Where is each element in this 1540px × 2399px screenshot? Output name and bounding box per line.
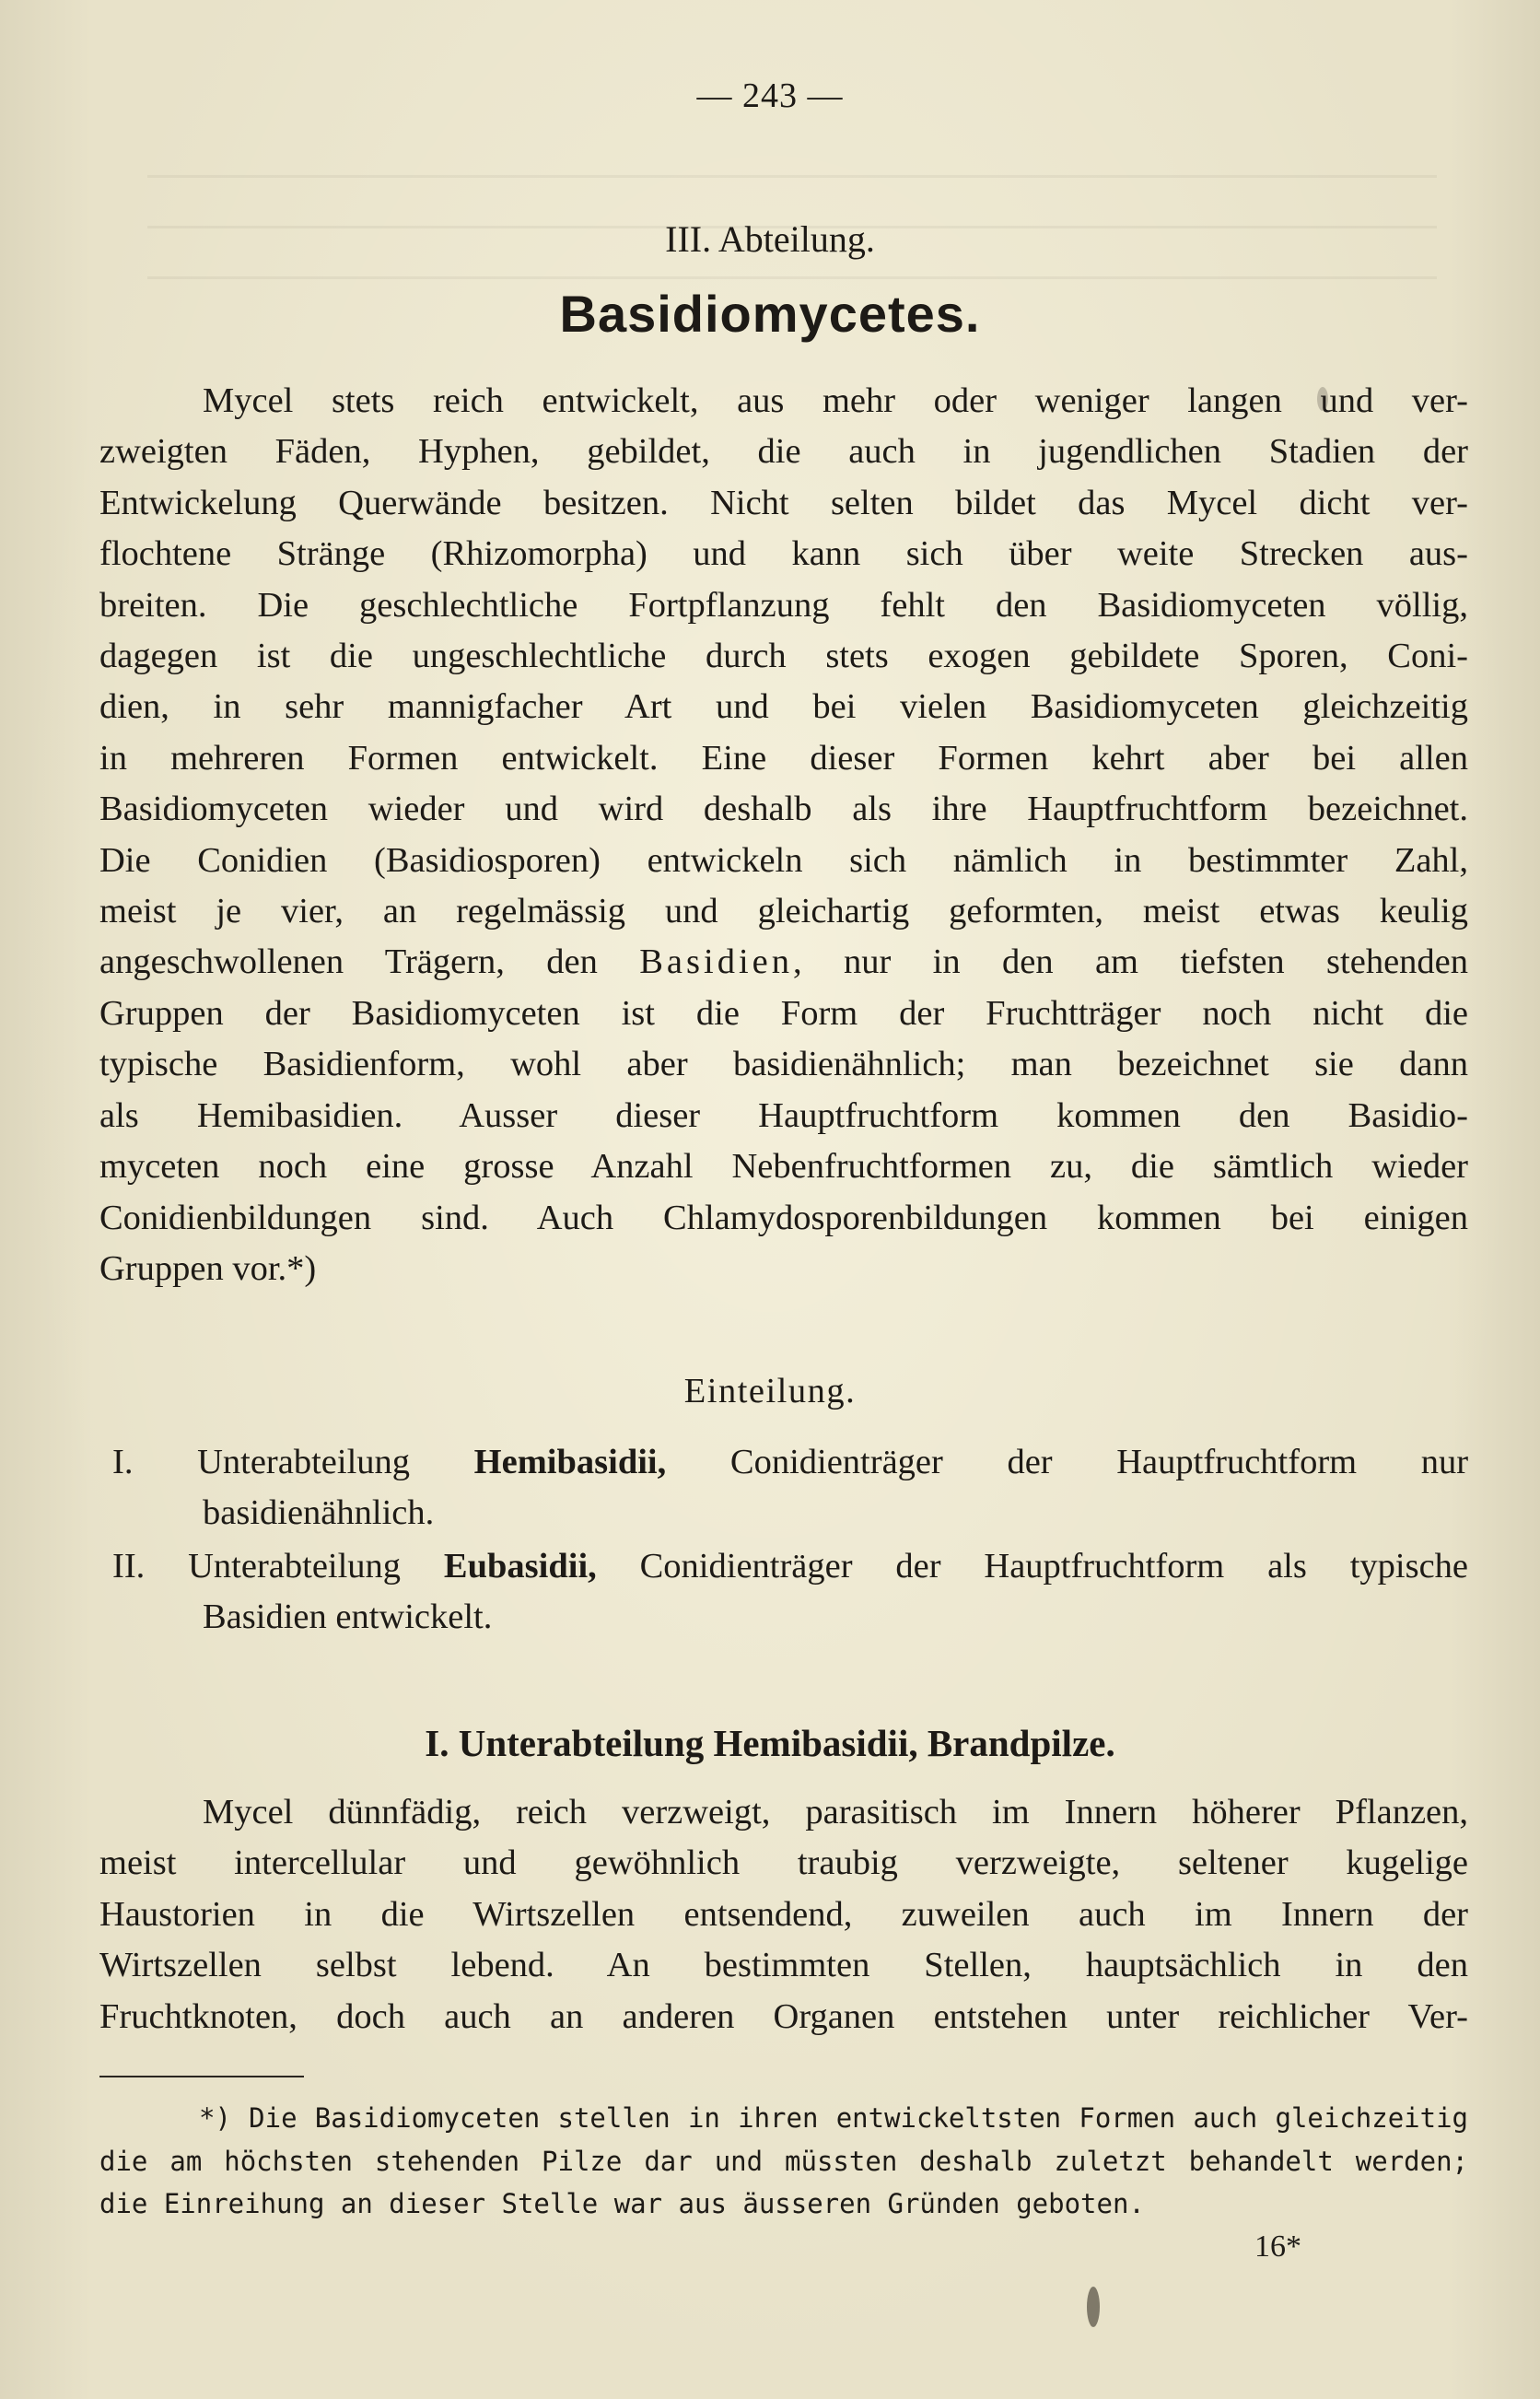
footnote (99, 2097, 1468, 2226)
list-prefix: Unterabteilung (188, 1546, 402, 1586)
text-line: flochtene Stränge (Rhizomorpha) und kann sich über weite Strecken aus- (99, 534, 1468, 574)
text-line (99, 937, 1468, 988)
text-line: Gruppen der Basidiomyceten ist die Form der Fruchtträger noch nicht die (99, 993, 1468, 1033)
list-description: Conidienträger der Hauptfruchtform nur (729, 1443, 1469, 1481)
taxon-name: Eubasidii, (443, 1546, 597, 1586)
list-prefix: Unterabteilung (197, 1443, 411, 1481)
text-line: Basidiomyceten wieder und wird deshalb als ihre Hauptfruchtform bezeichnet. (99, 790, 1468, 829)
text-line: Mycel dünnfädig, reich verzweigt, parasitisch im Innern höherer Pflanzen, (203, 1793, 1468, 1831)
list-item-first-line (99, 1437, 1468, 1488)
list-description: Conidienträger der Hauptfruchtform als typische (639, 1546, 1468, 1586)
ink-smudge (1087, 2287, 1100, 2327)
text-segment: angeschwollenen Trägern, den (99, 942, 598, 982)
text-line: Wirtszellen selbst lebend. An bestimmten Stellen, hauptsächlich in den (99, 1946, 1468, 1985)
text-line: breiten. Die geschlechtliche Fortpflanzung fehlt den Basidiomyceten völlig, (99, 585, 1468, 625)
footnote-line: die am höchsten stehenden Pilze dar und müssten deshalb zuletzt behandelt werden; (99, 2145, 1468, 2177)
text-line: meist je vier, an regelmässig und gleichartig geformten, meist etwas keulig (99, 892, 1468, 931)
spaced-term: Basidien (639, 942, 793, 982)
footnote-line: die Einreihung an dieser Stelle war aus äusseren Gründen geboten. (99, 2188, 1145, 2219)
list-numeral: I. (112, 1443, 134, 1481)
list-item (99, 1437, 1468, 1539)
list-item-continuation: basidienähnlich. (203, 1493, 435, 1533)
text-line: Haustorien in die Wirtszellen entsendend, zuweilen auch im Innern der (99, 1894, 1468, 1934)
text-line: meist intercellular und gewöhnlich traubig verzweigte, seltener kugelige (99, 1843, 1468, 1883)
section-title: I. Unterabteilung Hemibasidii, Brandpilze. (425, 1722, 1115, 1764)
text-line: Entwickelung Querwände besitzen. Nicht selten bildet das Mycel dicht ver- (99, 483, 1468, 522)
text-line: zweigten Fäden, Hyphen, gebildet, die auch in jugendlichen Stadien der (99, 432, 1468, 472)
footnote-divider (99, 2076, 304, 2077)
classification-list (99, 1437, 1468, 1645)
footnote-line: *) Die Basidiomyceten stellen in ihren entwickeltsten Formen auch gleichzeitig (199, 2102, 1468, 2134)
part-title: Basidiomycetes. (559, 285, 981, 343)
text-line: myceten noch eine grosse Anzahl Nebenfruchtformen zu, die sämtlich wieder (99, 1147, 1468, 1187)
text-line: Die Conidien (Basidiosporen) entwickeln sich nämlich in bestimmter Zahl, (99, 840, 1468, 880)
page-number: — 243 — (696, 76, 844, 115)
signature-mark: 16* (1254, 2229, 1301, 2264)
part-heading: III. Abteilung. (665, 218, 875, 260)
list-numeral: II. (112, 1546, 146, 1586)
text-line: Conidienbildungen sind. Auch Chlamydosporenbildungen kommen bei einigen (99, 1198, 1468, 1237)
text-line: als Hemibasidien. Ausser dieser Hauptfruchtform kommen den Basidio- (99, 1095, 1468, 1135)
list-item-continuation: Basidien entwickelt. (203, 1597, 493, 1637)
list-item (99, 1541, 1468, 1644)
text-line: Mycel stets reich entwickelt, aus mehr oder weniger langen und ver- (203, 381, 1468, 420)
section-paragraph (99, 1787, 1468, 2042)
text-line: Fruchtknoten, doch auch an anderen Organen entstehen unter reichlicher Ver- (99, 1996, 1468, 2036)
text-segment: , nur in den am tiefsten stehenden (792, 942, 1469, 982)
text-line: dagegen ist die ungeschlechtliche durch stets exogen gebildete Sporen, Coni- (99, 637, 1468, 676)
intro-paragraph (99, 376, 1468, 1294)
text-line: typische Basidienform, wohl aber basidienähnlich; man bezeichnet sie dann (99, 1045, 1468, 1084)
list-item-first-line (99, 1541, 1468, 1592)
taxon-name: Hemibasidii, (473, 1443, 667, 1481)
text-line: Gruppen vor.*) (99, 1248, 317, 1288)
classification-heading: Einteilung. (683, 1372, 857, 1410)
text-line: dien, in sehr mannigfacher Art und bei vielen Basidiomyceten gleichzeitig (99, 687, 1468, 727)
text-line: in mehreren Formen entwickelt. Eine dieser Formen kehrt aber bei allen (99, 738, 1468, 778)
ink-smudge (1317, 387, 1328, 411)
